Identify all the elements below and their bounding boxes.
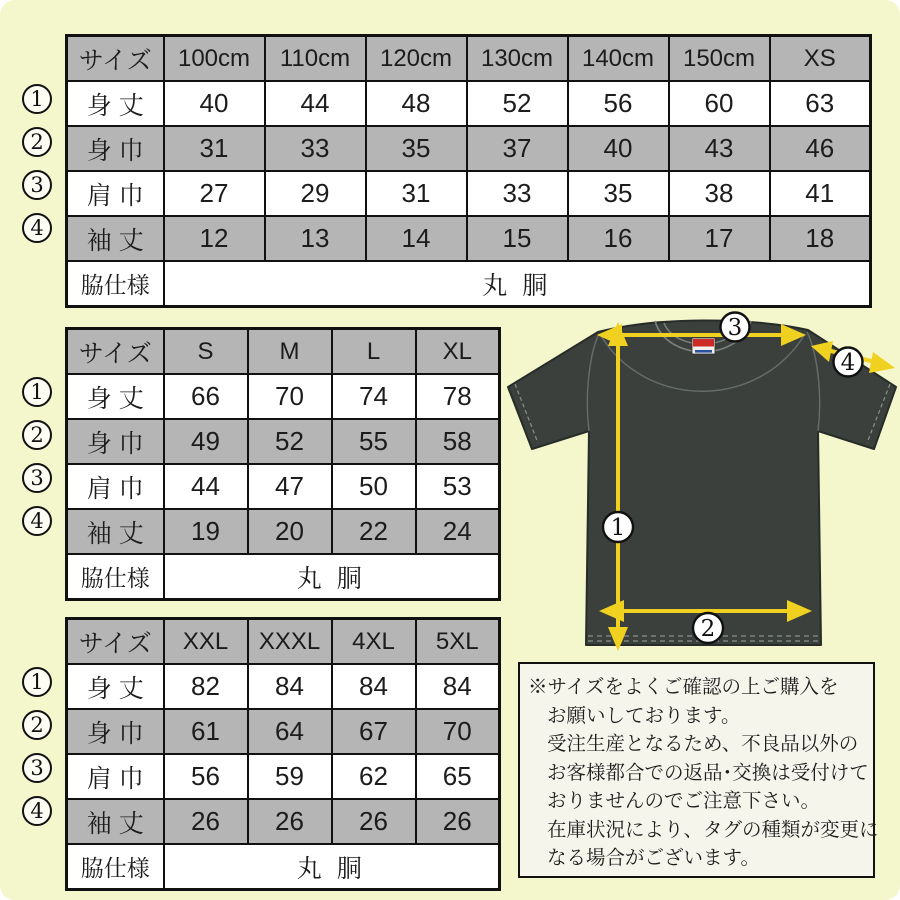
- measure-value-cell: 13: [265, 216, 366, 261]
- side-spec-value: 丸 胴: [164, 844, 500, 890]
- size-column-header: L: [332, 329, 416, 375]
- measure-value-cell: 74: [332, 374, 416, 419]
- measure-value-cell: 84: [332, 664, 416, 709]
- measure-value-cell: 26: [416, 799, 500, 844]
- row-number-badge: 4: [22, 796, 52, 826]
- note-line: ※サイズをよくご確認の上ご購入を: [528, 676, 839, 698]
- size-column-header: XXL: [164, 619, 248, 665]
- measure-value-cell: 40: [568, 126, 669, 171]
- measure-value-cell: 12: [164, 216, 265, 261]
- measure-value-cell: 47: [248, 464, 332, 509]
- measure-value-cell: 41: [770, 171, 871, 216]
- measure-label-cell: 身 巾: [67, 709, 164, 754]
- measure-value-cell: 37: [467, 126, 568, 171]
- svg-text:4: 4: [840, 350, 856, 376]
- purchase-note-box: [518, 662, 879, 878]
- size-header-label: サイズ: [67, 329, 164, 375]
- measure-value-cell: 84: [248, 664, 332, 709]
- measure-label-cell: 身 巾: [67, 419, 164, 464]
- row-number-badge: 4: [22, 506, 52, 536]
- measure-value-cell: 52: [467, 81, 568, 126]
- measure-label-cell: 肩 巾: [67, 754, 164, 799]
- measure-value-cell: 64: [248, 709, 332, 754]
- measure-value-cell: 22: [332, 509, 416, 554]
- measure-value-cell: 55: [332, 419, 416, 464]
- row-number-badge: 3: [22, 753, 52, 783]
- size-column-header: 130cm: [467, 36, 568, 82]
- measure-value-cell: 14: [366, 216, 467, 261]
- row-number-badge: 2: [22, 127, 52, 157]
- size-table-big: [65, 617, 501, 891]
- side-spec-label: 脇仕様: [67, 554, 164, 600]
- row-number-badge: 2: [22, 710, 52, 740]
- note-line: おりませんのでご注意下さい。: [547, 790, 821, 812]
- measure-value-cell: 40: [164, 81, 265, 126]
- measure-value-cell: 15: [467, 216, 568, 261]
- measure-value-cell: 48: [366, 81, 467, 126]
- table-row: [67, 709, 500, 754]
- measure-value-cell: 31: [164, 126, 265, 171]
- size-table-kids: [65, 34, 872, 308]
- table-row: [67, 664, 500, 709]
- measure-value-cell: 62: [332, 754, 416, 799]
- measure-label-cell: 身 丈: [67, 664, 164, 709]
- side-spec-label: 脇仕様: [67, 261, 164, 307]
- measure-value-cell: 35: [568, 171, 669, 216]
- measure-value-cell: 70: [416, 709, 500, 754]
- row-number-badge: 3: [22, 170, 52, 200]
- svg-text:3: 3: [727, 315, 743, 341]
- row-number-badge: 3: [22, 463, 52, 493]
- measure-value-cell: 31: [366, 171, 467, 216]
- measure-value-cell: 60: [669, 81, 770, 126]
- size-column-header: 140cm: [568, 36, 669, 82]
- table-row: [67, 799, 500, 844]
- svg-text:1: 1: [610, 515, 626, 541]
- measure-label-cell: 肩 巾: [67, 464, 164, 509]
- measure-value-cell: 49: [164, 419, 248, 464]
- row-number-badge: 2: [22, 420, 52, 450]
- measure-value-cell: 18: [770, 216, 871, 261]
- measure-value-cell: 44: [265, 81, 366, 126]
- table-row: [67, 216, 871, 261]
- measure-value-cell: 17: [669, 216, 770, 261]
- measure-value-cell: 27: [164, 171, 265, 216]
- measure-value-cell: 19: [164, 509, 248, 554]
- neck-tag-icon: [692, 338, 715, 354]
- row-number-badge: 4: [22, 213, 52, 243]
- measure-value-cell: 70: [248, 374, 332, 419]
- svg-text:2: 2: [700, 616, 716, 642]
- table-row: [67, 509, 500, 554]
- size-table-adult: [65, 327, 501, 601]
- size-column-header: 150cm: [669, 36, 770, 82]
- measure-value-cell: 84: [416, 664, 500, 709]
- measure-label-cell: 身 丈: [67, 374, 164, 419]
- side-spec-label: 脇仕様: [67, 844, 164, 890]
- size-column-header: 100cm: [164, 36, 265, 82]
- measure-value-cell: 35: [366, 126, 467, 171]
- row-number-badge: 1: [22, 377, 52, 407]
- measure-value-cell: 26: [248, 799, 332, 844]
- table-row: [67, 374, 500, 419]
- size-column-header: M: [248, 329, 332, 375]
- table-row: [67, 126, 871, 171]
- size-column-header: 5XL: [416, 619, 500, 665]
- measure-value-cell: 66: [164, 374, 248, 419]
- row-number-badge: 1: [22, 84, 52, 114]
- measure-label-cell: 袖 丈: [67, 799, 164, 844]
- measure-value-cell: 26: [332, 799, 416, 844]
- note-line: 在庫状況により、タグの種類が変更に: [547, 818, 879, 841]
- size-header-label: サイズ: [67, 619, 164, 665]
- marker-4-badge: [834, 348, 863, 377]
- side-spec-value: 丸 胴: [164, 261, 871, 307]
- size-column-header: 120cm: [366, 36, 467, 82]
- size-column-header: XXXL: [248, 619, 332, 665]
- measure-value-cell: 20: [248, 509, 332, 554]
- marker-1-badge: [603, 512, 633, 542]
- note-line: なる場合がございます。: [547, 847, 760, 869]
- table-row: [67, 754, 500, 799]
- measure-value-cell: 61: [164, 709, 248, 754]
- note-line: お客様都合での返品･交換は受付けて: [547, 761, 869, 784]
- measure-label-cell: 袖 丈: [67, 216, 164, 261]
- note-line: 受注生産となるため、不良品以外の: [547, 733, 859, 755]
- measure-label-cell: 袖 丈: [67, 509, 164, 554]
- measure-value-cell: 33: [467, 171, 568, 216]
- measure-value-cell: 65: [416, 754, 500, 799]
- tshirt-measurement-diagram: [505, 310, 900, 660]
- size-column-header: 110cm: [265, 36, 366, 82]
- marker-3-badge: [721, 313, 750, 342]
- measure-value-cell: 82: [164, 664, 248, 709]
- measure-value-cell: 43: [669, 126, 770, 171]
- table-row: [67, 81, 871, 126]
- size-header-label: サイズ: [67, 36, 164, 82]
- measure-value-cell: 33: [265, 126, 366, 171]
- measure-value-cell: 38: [669, 171, 770, 216]
- side-spec-value: 丸 胴: [164, 554, 500, 600]
- measure-value-cell: 78: [416, 374, 500, 419]
- measure-value-cell: 58: [416, 419, 500, 464]
- measure-value-cell: 67: [332, 709, 416, 754]
- marker-2-badge: [693, 613, 723, 643]
- table-row: [67, 464, 500, 509]
- table-row: [67, 171, 871, 216]
- table-row: [67, 419, 500, 464]
- size-column-header: S: [164, 329, 248, 375]
- measure-value-cell: 29: [265, 171, 366, 216]
- size-column-header: XS: [770, 36, 871, 82]
- row-number-badge: 1: [22, 667, 52, 697]
- measure-value-cell: 16: [568, 216, 669, 261]
- size-column-header: 4XL: [332, 619, 416, 665]
- size-column-header: XL: [416, 329, 500, 375]
- measure-value-cell: 44: [164, 464, 248, 509]
- measure-value-cell: 53: [416, 464, 500, 509]
- measure-value-cell: 46: [770, 126, 871, 171]
- measure-label-cell: 身 巾: [67, 126, 164, 171]
- measure-label-cell: 身 丈: [67, 81, 164, 126]
- measure-value-cell: 50: [332, 464, 416, 509]
- measure-value-cell: 24: [416, 509, 500, 554]
- measure-value-cell: 63: [770, 81, 871, 126]
- measure-value-cell: 52: [248, 419, 332, 464]
- measure-value-cell: 26: [164, 799, 248, 844]
- measure-value-cell: 56: [164, 754, 248, 799]
- measure-label-cell: 肩 巾: [67, 171, 164, 216]
- measure-value-cell: 59: [248, 754, 332, 799]
- measure-value-cell: 56: [568, 81, 669, 126]
- note-line: お願いしております。: [547, 704, 741, 727]
